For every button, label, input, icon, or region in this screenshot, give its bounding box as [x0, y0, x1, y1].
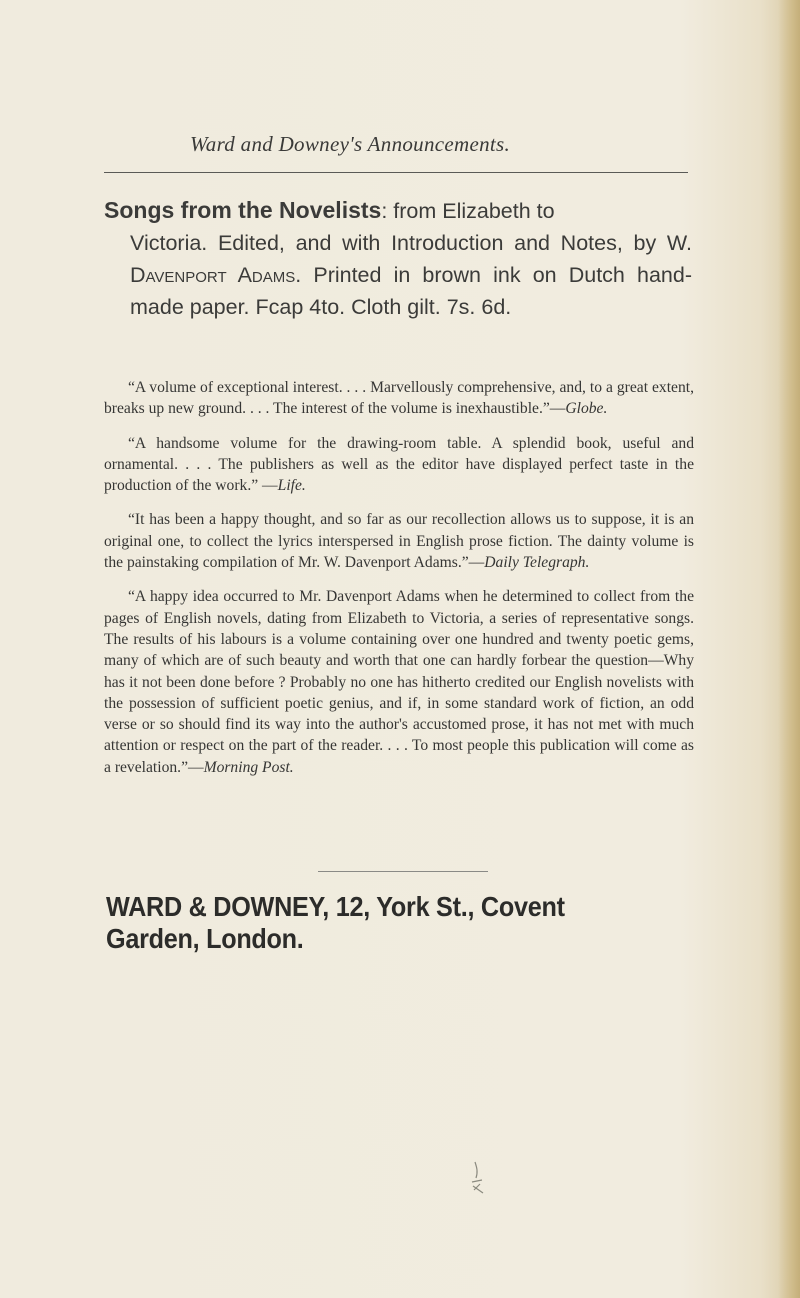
page-edge-shadow — [778, 0, 800, 1298]
review-text: “A volume of exceptional interest. . . . Marvellously comprehensive, and, to a great extent, breaks up new ground. . . . The interest of the volume is inexhaustible.”— — [104, 379, 694, 418]
review-item — [104, 377, 694, 420]
review-text: “It has been a happy thought, and so far as our recollection allows us to suppose, it is an original one, to collect the lyrics interspersed in English prose fiction. The dainty volume is the painstaking compilation of Mr. W. Davenport Adams.”— — [104, 511, 694, 572]
running-head: Ward and Downey's Announcements. — [189, 132, 511, 156]
editor-name: Davenport Adams — [130, 263, 296, 287]
review-source: Globe. — [565, 400, 608, 418]
entry-description-end: . Printed in brown ink on Dutch hand-made paper. Fcap 4to. Cloth gilt. 7s. 6d. — [130, 263, 692, 319]
book-entry — [104, 194, 692, 323]
footer-rule — [318, 871, 488, 872]
entry-first-line — [104, 194, 692, 227]
header-rule — [104, 172, 688, 173]
review-text: “A happy idea occurred to Mr. Davenport Adams when he determined to collect from the pages of English novels, dating from Elizabeth to Victoria, a series of representative songs. The results of his labours is a volume containing over one hundred and twenty poetic gems, many of which are of such beauty and worth that one can hardly forbear the question—Why has it not been done before ? Probably no one has hitherto credited our English novelists with the possession of sufficient poetic genius, and if, in some standard work of fiction, an odd verse or so should find its way into the author's accustomed prose, it has not met with much attention or respect on the part of the reader. . . . To most people this publication will come as a revelation.”— — [104, 588, 694, 776]
review-item — [104, 433, 694, 497]
pencil-mark-icon — [468, 1160, 486, 1196]
review-item — [104, 509, 694, 573]
review-source: Life. — [277, 477, 306, 495]
entry-description-rest: Victoria. Edited, and with Introduction and Notes, by W. — [130, 231, 692, 255]
publisher-imprint: WARD & DOWNEY, 12, York St., Covent Garden, London. — [106, 891, 565, 954]
entry-description — [104, 227, 692, 323]
entry-description-start: : from Elizabeth to — [381, 199, 555, 223]
review-item — [104, 586, 694, 778]
book-title: Songs from the Novelists — [104, 197, 382, 223]
press-reviews — [104, 377, 694, 791]
review-text: “A handsome volume for the drawing-room table. A splendid book, useful and ornamental. . . . The publishers as well as the editor have displayed perfect taste in the production of the work.” — — [104, 434, 694, 495]
review-source: Daily Telegraph. — [484, 554, 590, 572]
review-source: Morning Post. — [203, 758, 294, 776]
